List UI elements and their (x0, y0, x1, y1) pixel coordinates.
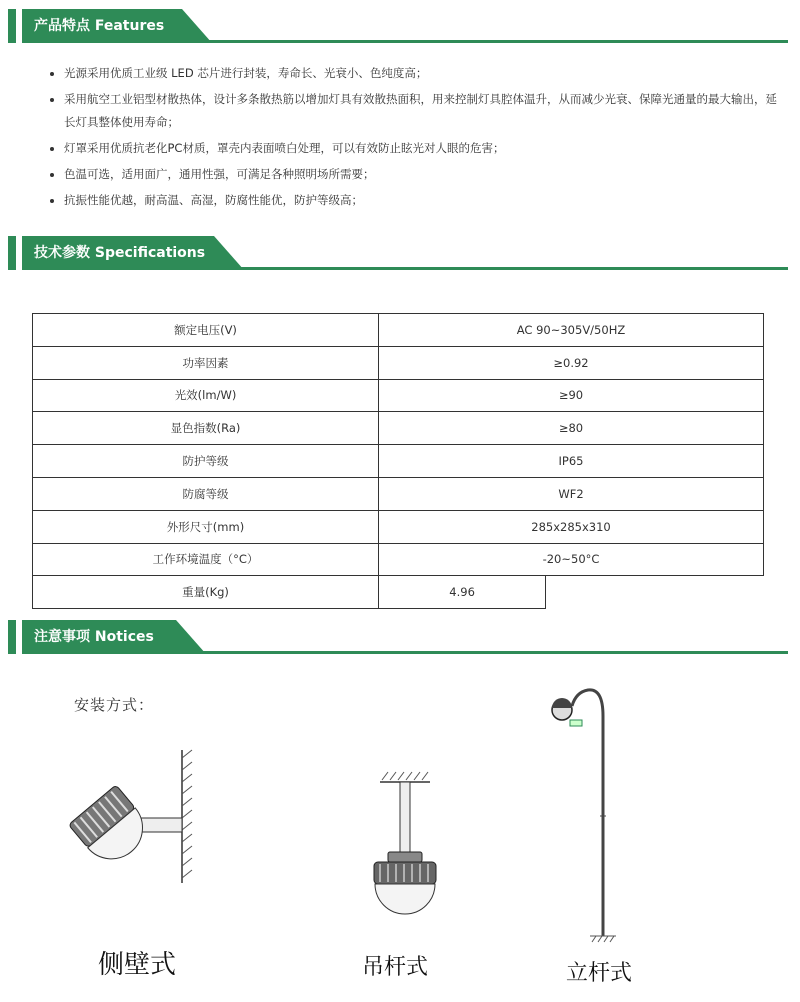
spec-value: AC 90~305V/50HZ (379, 314, 764, 347)
spec-value: 285x285x310 (379, 510, 764, 543)
features-header (8, 9, 788, 43)
spec-key: 显色指数(Ra) (33, 412, 379, 445)
table-row (33, 576, 764, 609)
specs-header (8, 236, 788, 270)
spec-key: 工作环境温度（°C） (33, 543, 379, 576)
table-row (33, 445, 764, 478)
feature-item: • 抗振性能优越，耐高温、高湿，防腐性能优，防护等级高； (64, 189, 784, 212)
install-label: 安装方式： (74, 696, 155, 714)
spec-key: 防腐等级 (33, 477, 379, 510)
feature-item: • 色温可选，适用面广，通用性强，可满足各种照明场所需要； (64, 163, 784, 186)
spec-key: 额定电压(V) (33, 314, 379, 347)
table-row (33, 379, 764, 412)
spec-key: 光效(lm/W) (33, 379, 379, 412)
spec-value: IP65 (379, 445, 764, 478)
table-row (33, 510, 764, 543)
spec-value: 4.96 (379, 576, 546, 609)
table-row (33, 346, 764, 379)
table-row (33, 477, 764, 510)
notices-header (8, 620, 788, 654)
spec-value: ≥90 (379, 379, 764, 412)
feature-item: • 光源采用优质工业级 LED 芯片进行封装，寿命长、光衰小、色纯度高； (64, 62, 784, 85)
spec-value: ≥0.92 (379, 346, 764, 379)
wall-mount-illustration (60, 748, 220, 888)
method-pole: 立杆式 (566, 961, 633, 986)
table-row (33, 314, 764, 347)
spec-value: ≥80 (379, 412, 764, 445)
method-pendant: 吊杆式 (362, 955, 429, 980)
spec-key: 重量(Kg) (33, 576, 379, 609)
specs-title: 技术参数 Specifications (22, 236, 214, 270)
feature-item: • 灯罩采用优质抗老化PC材质，罩壳内表面喷白处理，可以有效防止眩光对人眼的危害； (64, 137, 784, 160)
spec-key: 外形尺寸(mm) (33, 510, 379, 543)
features-list (46, 62, 784, 215)
feature-item: • 采用航空工业铝型材散热体，设计多条散热筋以增加灯具有效散热面积，用来控制灯具腔体温升，从而减少光衰、保障光通量的最大输出，延长灯具整体使用寿命； (64, 88, 784, 134)
notices-title: 注意事项 Notices (22, 620, 176, 654)
spec-value: -20~50°C (379, 543, 764, 576)
spec-table (32, 313, 764, 609)
features-title: 产品特点 Features (22, 9, 182, 43)
spec-value: WF2 (379, 477, 764, 510)
spec-key: 功率因素 (33, 346, 379, 379)
table-row (33, 543, 764, 576)
pole-mount-illustration (548, 686, 648, 946)
method-side-wall: 侧壁式 (98, 950, 177, 980)
spec-key: 防护等级 (33, 445, 379, 478)
pendant-illustration (360, 768, 450, 918)
table-row (33, 412, 764, 445)
